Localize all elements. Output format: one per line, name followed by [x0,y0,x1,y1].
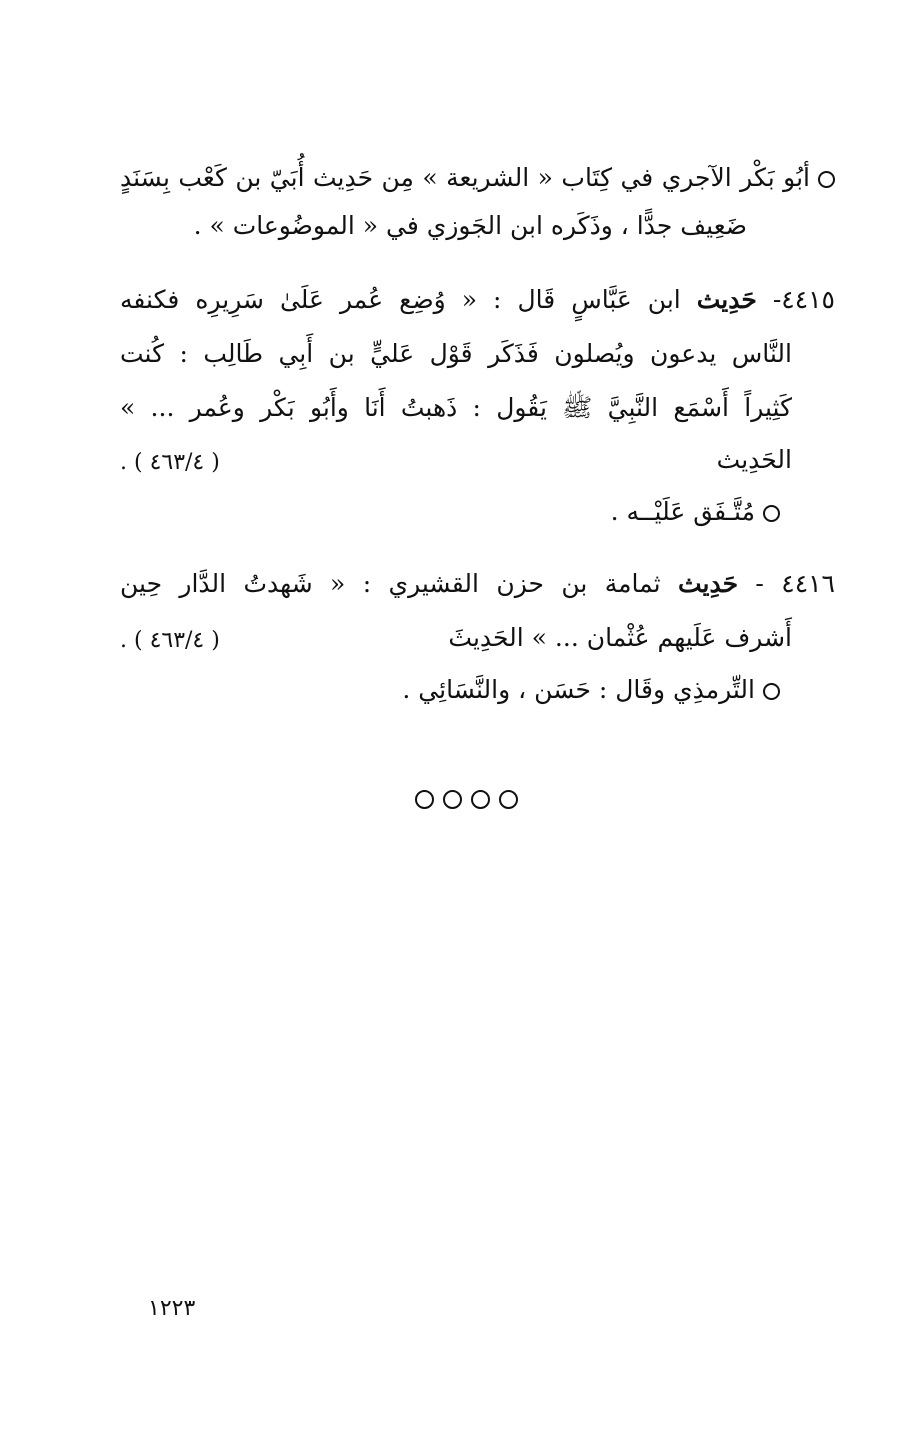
hadith-4416-note: التِّرمذِي وقَال : حَسَن ، والنَّسَائِي . [402,670,780,710]
hadith-4415-line-4: الحَدِيث [716,445,792,474]
hadith-4415-reference: ( ٤٦٣/٤ ) . [120,450,220,475]
circle-ornament-icon [443,790,462,809]
hadith-keyword: حَدِيث [677,569,739,598]
circle-ornament-icon [499,790,518,809]
continuation-line-2: ضَعِيف جدًّا ، وذَكَره ابن الجَوزي في « الموضُوعات » . [193,211,747,240]
hadith-number: ٤٤١٦ [781,569,835,598]
circle-bullet-icon [763,505,780,522]
section-divider [415,790,518,809]
hadith-number: ٤٤١٥- [772,285,835,314]
hadith-4415-note: مُتَّـفَق عَلَيْــه . [611,492,780,532]
hadith-4415-line-2: النَّاس يدعون ويُصلون فَذَكَر قَوْل عَليٍّ بن أَبِي طَالِب : كُنت [120,339,792,368]
hadith-keyword: حَدِيث [696,285,757,314]
hadith-4415-line-1: ٤٤١٥- حَدِيث ابن عَبَّاسٍ قَال : « وُضِع عُمر عَلَىٰ سَرِيرِه فكنفه [120,285,835,314]
hadith-4415-line-3: كَثِيراً أَسْمَع النَّبِيَّ ﷺ يَقُول : ذَهبتُ أَنَا وأَبُو بَكْر وعُمر ... » [120,393,792,422]
hadith-4416-line-2: أَشرف عَلَيهم عُثْمان ... » الحَدِيثَ [448,623,792,652]
continuation-line-1: أبُو بَكْر الآجري في كِتَاب « الشريعة » مِن حَدِيث أُبَيّ بن كَعْب بِسَنَدٍ [120,158,835,198]
page-number: ١٢٢٣ [148,1296,196,1321]
circle-ornament-icon [415,790,434,809]
circle-ornament-icon [471,790,490,809]
dash: - [755,569,764,598]
hadith-4416-line-1: ٤٤١٦ - حَدِيث ثمامة بن حزن القشيري : « شَهدتُ الدَّار حِين [120,569,835,598]
circle-bullet-icon [763,683,780,700]
circle-bullet-icon [818,171,835,188]
hadith-4416-reference: ( ٤٦٣/٤ ) . [120,628,220,653]
